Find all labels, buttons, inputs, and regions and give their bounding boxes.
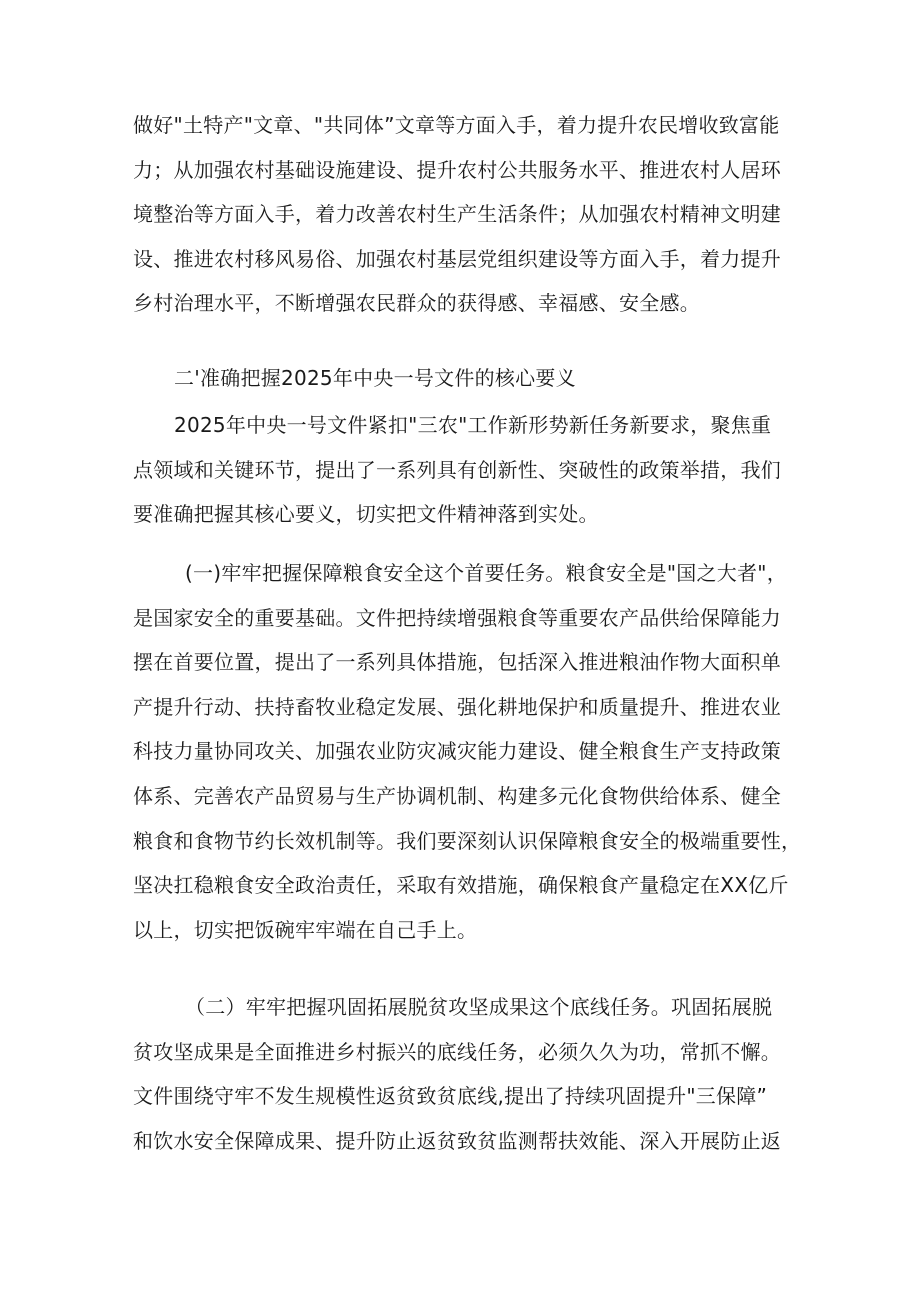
text-line: 以上，切实把饭碗牢牢端在自己手上。 — [133, 917, 478, 942]
section-heading — [133, 356, 793, 401]
text-line: 体系、完善农产品贸易与生产协调机制、构建多元化食物供给体系、健全 — [133, 783, 781, 808]
text-line: 乡村治理水平，不断增强农民群众的获得感、幸福感、安全感。 — [133, 291, 700, 316]
text-line: 和饮水安全保障成果、提升防止返贫致贫监测帮扶效能、深入开展防止返 — [133, 1128, 781, 1153]
paragraph-section-intro — [133, 403, 793, 537]
text-line: （二）牢牢把握巩固拓展脱贫攻坚成果这个底线任务。巩固拓展脱 — [185, 995, 773, 1019]
section-heading-text: 二'准确把握2025年中央一号文件的核心要义 — [174, 366, 576, 390]
text-line: 是国家安全的重要基础。文件把持续增强粮食等重要农产品供给保障能力 — [133, 605, 781, 630]
text-line: 坚决扛稳粮食安全政治责任，采取有效措施，确保粮食产量稳定在XX亿斤 — [133, 873, 789, 898]
text-line: 贫攻坚成果是全面推进乡村振兴的底线任务，必须久久为功，常抓不懈。 — [133, 1039, 781, 1064]
text-line: 产提升行动、扶持畜牧业稳定发展、强化耕地保护和质量提升、推进农业 — [133, 694, 781, 719]
text-line: 摆在首要位置，提出了一系列具体措施，包括深入推进粮油作物大面积单 — [133, 650, 781, 675]
paragraph-item-one — [133, 551, 802, 952]
text-line: 2025年中央一号文件紧扣"三农"工作新形势新任务新要求，聚焦重 — [174, 413, 772, 437]
text-line: 粮食和食物节约长效机制等。我们要深刻认识保障粮食安全的极端重要性， — [133, 828, 802, 853]
text-line: 做好"土特产"文章、"共同体”文章等方面入手，着力提升农民增收致富能 — [133, 113, 780, 137]
text-line: 文件围绕守牢不发生规模性返贫致贫底线,提出了持续巩固提升"三保障” — [133, 1084, 768, 1109]
text-line: (一)牢牢把握保障粮食安全这个首要任务。粮食安全是"国之大者"， — [185, 561, 788, 585]
text-line: 设、推进农村移风易俗、加强农村基层党组织建设等方面入手，着力提升 — [133, 246, 781, 271]
text-line: 力；从加强农村基础设施建设、提升农村公共服务水平、推进农村人居环 — [133, 157, 781, 182]
text-line: 境整治等方面入手，着力改善农村生产生活条件；从加强农村精神文明建 — [133, 202, 781, 227]
text-line: 科技力量协同攻关、加强农业防灾减灾能力建设、健全粮食生产支持政策 — [133, 739, 781, 764]
paragraph-continuation — [133, 103, 793, 326]
paragraph-item-two — [133, 985, 793, 1163]
text-line: 点领域和关键环节，提出了一系列具有创新性、突破性的政策举措，我们 — [133, 457, 781, 482]
text-line: 要准确把握其核心要义，切实把文件精神落到实处。 — [133, 502, 599, 527]
